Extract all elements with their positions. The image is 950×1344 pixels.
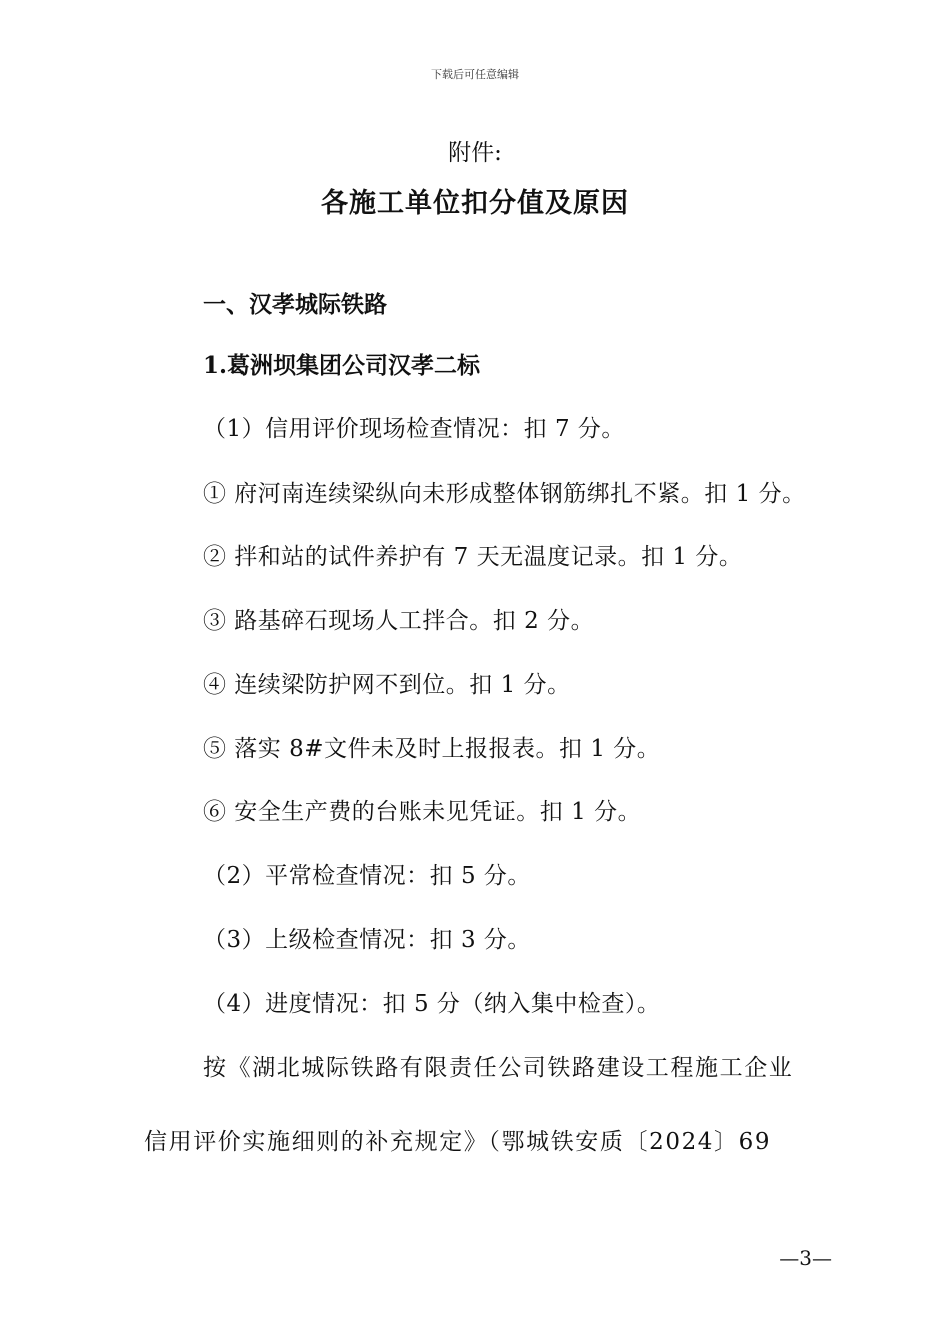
page-number: —3— (779, 1246, 832, 1270)
annex-label: 附件: (448, 140, 502, 166)
item-line: ② 拌和站的试件养护有 7 天无温度记录。扣 1 分。 (203, 544, 743, 570)
item-line: ⑤ 落实 8#文件未及时上报报表。扣 1 分。 (203, 736, 661, 762)
paragraph-line: 信用评价实施细则的补充规定》（鄂城铁安质〔2024〕69 (144, 1129, 772, 1155)
document-title: 各施工单位扣分值及原因 (321, 188, 629, 219)
item-line: （2）平常检查情况：扣 5 分。 (203, 863, 531, 889)
item-line: ① 府河南连续梁纵向未形成整体钢筋绑扎不紧。扣 1 分。 (203, 481, 806, 507)
item-line: （1）信用评价现场检查情况：扣 7 分。 (203, 416, 625, 442)
item-line: ⑥ 安全生产费的台账未见凭证。扣 1 分。 (203, 799, 642, 825)
item-line: ④ 连续梁防护网不到位。扣 1 分。 (203, 672, 571, 698)
section-heading: 一、汉孝城际铁路 (203, 291, 387, 318)
page-header: 下载后可任意编辑 (431, 68, 519, 81)
paragraph-line: 按《湖北城际铁路有限责任公司铁路建设工程施工企业 (203, 1055, 794, 1081)
item-line: （4）进度情况：扣 5 分（纳入集中检查）。 (203, 991, 661, 1017)
subsection-heading: 1.葛洲坝集团公司汉孝二标 (203, 352, 481, 379)
item-line: （3）上级检查情况：扣 3 分。 (203, 927, 531, 953)
item-line: ③ 路基碎石现场人工拌合。扣 2 分。 (203, 608, 595, 634)
